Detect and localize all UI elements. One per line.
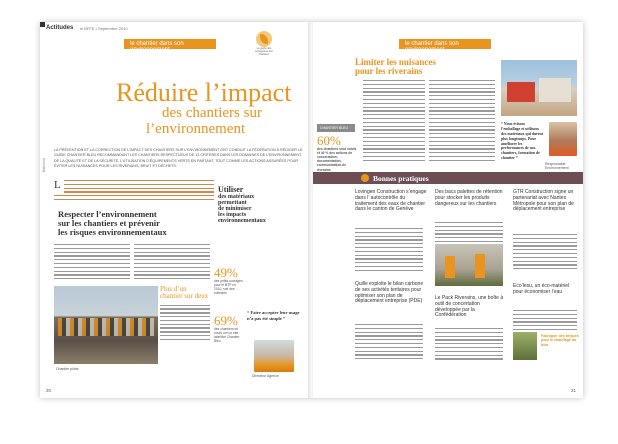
- chantier-bleu-logo: [252, 31, 276, 57]
- pull-column: [160, 286, 210, 364]
- body-column-2: [134, 244, 210, 282]
- practice-1-text: [355, 228, 423, 274]
- practice-2-heading: Des bacs palettes de rétention pour stocker les produits dangereux sur les chantiers: [435, 189, 503, 207]
- corner-mark: [40, 22, 45, 27]
- portrait-caption-2: Responsable Environnement: [545, 162, 569, 170]
- practice-2-text: [435, 222, 503, 245]
- practice-5-text: [435, 328, 503, 362]
- portrait-photo-2: [549, 122, 577, 156]
- right-page: [313, 22, 583, 398]
- team-photo: [54, 286, 158, 364]
- stat-label: CHANTIER BLEU: [317, 124, 355, 132]
- stat-block-2: 69% des chantiers en cours ont un site labellisé Chantier Bleu: [214, 313, 240, 344]
- side-text: Bâtiment: [42, 158, 46, 172]
- left-page: [40, 22, 310, 398]
- logo-text: Le guide des entreprises des chantiers: [255, 47, 273, 56]
- stat-block-1: 49% des petits ouvrages pour le BTP en 2010, soit des collectés: [214, 265, 243, 296]
- riverains-stat: 60% des chantiers sont suivis et 40 % des actions de concertation, documentation, communication de riverains: [317, 133, 357, 172]
- practice-6-text: [513, 310, 577, 333]
- leaf-icon: [256, 31, 272, 47]
- check-icon: [361, 174, 369, 182]
- practice-4-text: [355, 324, 423, 362]
- practice-6-heading: Eco’lesu, un éco-matériel pour économiser l’eau: [513, 283, 570, 295]
- team-photo-caption: Chantier pilote: [56, 367, 79, 371]
- workers-photo: [435, 244, 503, 286]
- lead-paragraph: L: [54, 180, 214, 203]
- site-photo: [501, 60, 577, 116]
- portrait-caption: Directeur Agence: [252, 374, 279, 378]
- practice-1-heading: Lovingen Construction s’engage dans l’ autocontrôle du traitement des eaux de chantier dans le canton de Genève: [355, 189, 427, 213]
- product-photo: [513, 332, 537, 360]
- section-name: Actitudes: [46, 25, 74, 31]
- practice-4-heading: Quille exploite le bilan carbone de ses activités tertiaires pour optimiser son plan de déplacement entreprise (PDE): [355, 281, 424, 305]
- riverains-col-1: [363, 80, 425, 164]
- issue-line: le BFFE • Septembre 2010: [80, 26, 128, 31]
- riverains-col-2: [429, 80, 495, 164]
- article-title: Réduire l’impact des chantiers sur l’environnement: [116, 78, 292, 137]
- pull-quote: Plus d’un chantier sur deux: [160, 285, 209, 301]
- practice-3-heading: GTR Construction signe un partenariat avec Nantes Métropole pour son plan de déplacement entreprise: [513, 189, 574, 213]
- right-page-number: 21: [571, 388, 577, 393]
- left-page-number: 20: [46, 388, 52, 393]
- materials-heading: Utiliser des matériaux permettant de minimiser les impacts environnementaux: [218, 185, 266, 224]
- good-practices-banner: Bonnes pratiques: [313, 172, 583, 184]
- body-column-1: [54, 244, 130, 282]
- riverains-title: Limiter les nuisances pour les riverains: [355, 57, 436, 77]
- portrait-photo: [254, 340, 294, 372]
- practice-3-text: [513, 234, 577, 272]
- interview-quote: “ Faire accepter leur usage n’a pas été simple ”: [247, 310, 300, 321]
- respect-heading: Respecter l’environnement sur les chantiers et prévenir les risques environnementaux: [58, 209, 167, 237]
- practice-5-heading: Le Pack Riverains, une boîte à outil de concertation développée par la Confédération: [435, 295, 504, 319]
- left-section-tag: le chantier dans son environnement: [124, 39, 216, 49]
- riverains-quote: “ Nous évitons l’emballage et utilisons des matériaux qui durent plus longtemps. Pour améliorer les performances de nos chantiers, formation de chantier ”: [501, 122, 543, 161]
- magazine-spread: [40, 22, 583, 398]
- right-section-tag: le chantier dans son environnement: [399, 39, 491, 49]
- intro-paragraph: LA PRÉVENTION ET LA CORRECTION DE L’IMPACT DES CHANTIERS SUR L’ENVIRONNEMENT ONT CONDUIT LA FÉDÉRATION À RÉDIGER LE GUIDE CHANTIER BLEU RECOMMANDANT LES CHANTIERS RESPECTUEUX DE 13 CRITÈRES DANS LES DOMAINES DE L’ENVIRONNEMENT, DE LA QUALITÉ ET DE LA SÉCURITÉ, L’UTILISATION D’ÉQUIPEMENTS VERTS EN PARTANT, TOUT COMME LES ACTIONS ASSURÉES POUR ÉVITER LES NUISANCES POUR LES RIVERAINS, BRUIT ET DÉCHETS.: [54, 148, 303, 169]
- product-note: Fabriquer des briques pour le chauffage au bois: [541, 334, 579, 347]
